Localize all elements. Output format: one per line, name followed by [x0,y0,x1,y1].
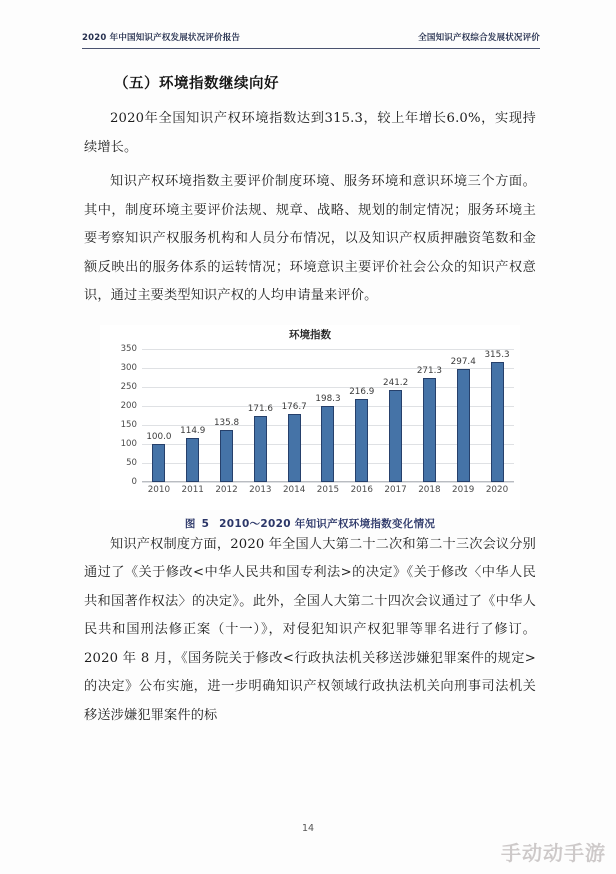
chart-bars [142,349,514,482]
bar [423,378,436,481]
section-heading: （五）环境指数继续向好 [114,76,279,92]
x-axis-tick-label: 2015 [316,484,340,495]
bar [491,362,504,482]
bar-slot [176,349,210,482]
chart-plot-area [120,343,514,487]
paragraph-methodology: 知识产权环境指数主要评价制度环境、服务环境和意识环境三个方面。其中，制度环境主要评价法规、规章、战略、规划的制定情况；服务环境主要考察知识产权服务机构和人员分布情况，以及知识产权质押融资笔数和金额反映出的服务体系的运转情况；环境意识主要评价社会公众的知识产权意识，通过主要类型知识产权的人均申请量来评价。 [84,174,536,303]
bar-value-label: 241.2 [383,377,409,388]
bar-value-label: 100.0 [146,431,172,442]
header-right-text: 全国知识产权综合发展状况评价 [418,33,540,43]
bar [220,430,233,482]
figure-caption-text: 2010～2020 年知识产权环境指数变化情况 [219,517,436,530]
bar-slot [446,349,480,482]
bar [389,390,402,482]
y-axis-tick-label: 0 [131,476,137,487]
bar-value-label: 216.9 [349,387,375,398]
header-divider [82,48,540,49]
bar [152,444,165,482]
x-axis-tick-label: 2013 [249,484,272,495]
bar-value-label: 171.6 [247,404,273,415]
x-axis-tick-label: 2011 [181,484,204,495]
y-axis-tick-label: 50 [126,457,137,468]
bar-value-label: 297.4 [450,356,476,367]
gridline [142,482,514,483]
figure-caption [84,516,536,531]
bar [254,416,267,481]
bar [186,438,199,482]
bar [355,399,368,481]
x-axis-tick-label: 2014 [282,484,306,495]
bar-slot [311,349,345,482]
bar-slot [413,349,447,482]
bar-value-label: 198.3 [315,394,341,405]
bar-slot [345,349,379,482]
bar [457,369,470,482]
paragraph-intro: 2020年全国知识产权环境指数达到315.3，较上年增长6.0%，实现持续增长。 [84,111,536,155]
y-axis-tick-label: 250 [120,381,137,392]
x-axis-tick-label: 2018 [418,484,441,495]
x-axis-tick-label: 2016 [350,484,373,495]
bar-value-label: 315.3 [484,349,510,360]
figure-environment-index [84,325,536,531]
bar-value-label: 114.9 [180,425,206,436]
bar-slot [480,349,514,482]
document-body [84,72,536,732]
bar-value-label: 176.7 [281,402,307,413]
chart-x-axis-labels [142,485,514,495]
running-header [82,31,540,43]
bar-slot [243,349,277,482]
bar [321,406,334,481]
bar-slot [277,349,311,482]
page-number: 14 [301,823,315,834]
watermark: 手动动手游 [501,841,606,865]
y-axis-tick-label: 350 [120,343,137,354]
bar-slot [379,349,413,482]
x-axis-tick-label: 2019 [452,484,475,495]
y-axis-tick-label: 200 [120,400,137,411]
bar-value-label: 271.3 [416,366,442,377]
x-axis-tick-label: 2012 [215,484,238,495]
x-axis-tick-label: 2020 [485,484,509,495]
y-axis-tick-label: 300 [120,362,137,373]
bar-value-label: 135.8 [213,417,240,428]
bar-chart [100,325,520,510]
bar [288,414,301,481]
chart-title: 环境指数 [289,328,331,341]
x-axis-tick-label: 2017 [384,484,407,495]
y-axis-tick-label: 100 [120,438,137,449]
header-left-text: 2020 年中国知识产权发展状况评价报告 [82,33,241,43]
bar-slot [142,349,176,482]
figure-caption-number: 5 [201,517,210,530]
figure-caption-prefix: 图 [184,517,196,530]
y-axis-tick-label: 150 [120,419,137,430]
paragraph-legal-system: 知识产权制度方面，2020 年全国人大第二十二次和第二十三次会议分别通过了《关于修改<中华人民共和国专利法>的决定》《关于修改〈中华人民共和国著作权法〉的决定》。此外，全国人大第二十四次会议通过了《中华人民共和国刑法修正案（十一）》，对侵犯知识产权犯罪等罪名进行了修订。2020 年 8 月，《国务院关于修改<行政执法机关移送涉嫌犯罪案件的规定>的决定》公布实施，进一步明确知识产权领域行政执法机关向刑事司法机关移送涉嫌犯罪案件的标 [84,536,536,723]
x-axis-tick-label: 2010 [147,484,171,495]
bar-slot [210,349,244,482]
